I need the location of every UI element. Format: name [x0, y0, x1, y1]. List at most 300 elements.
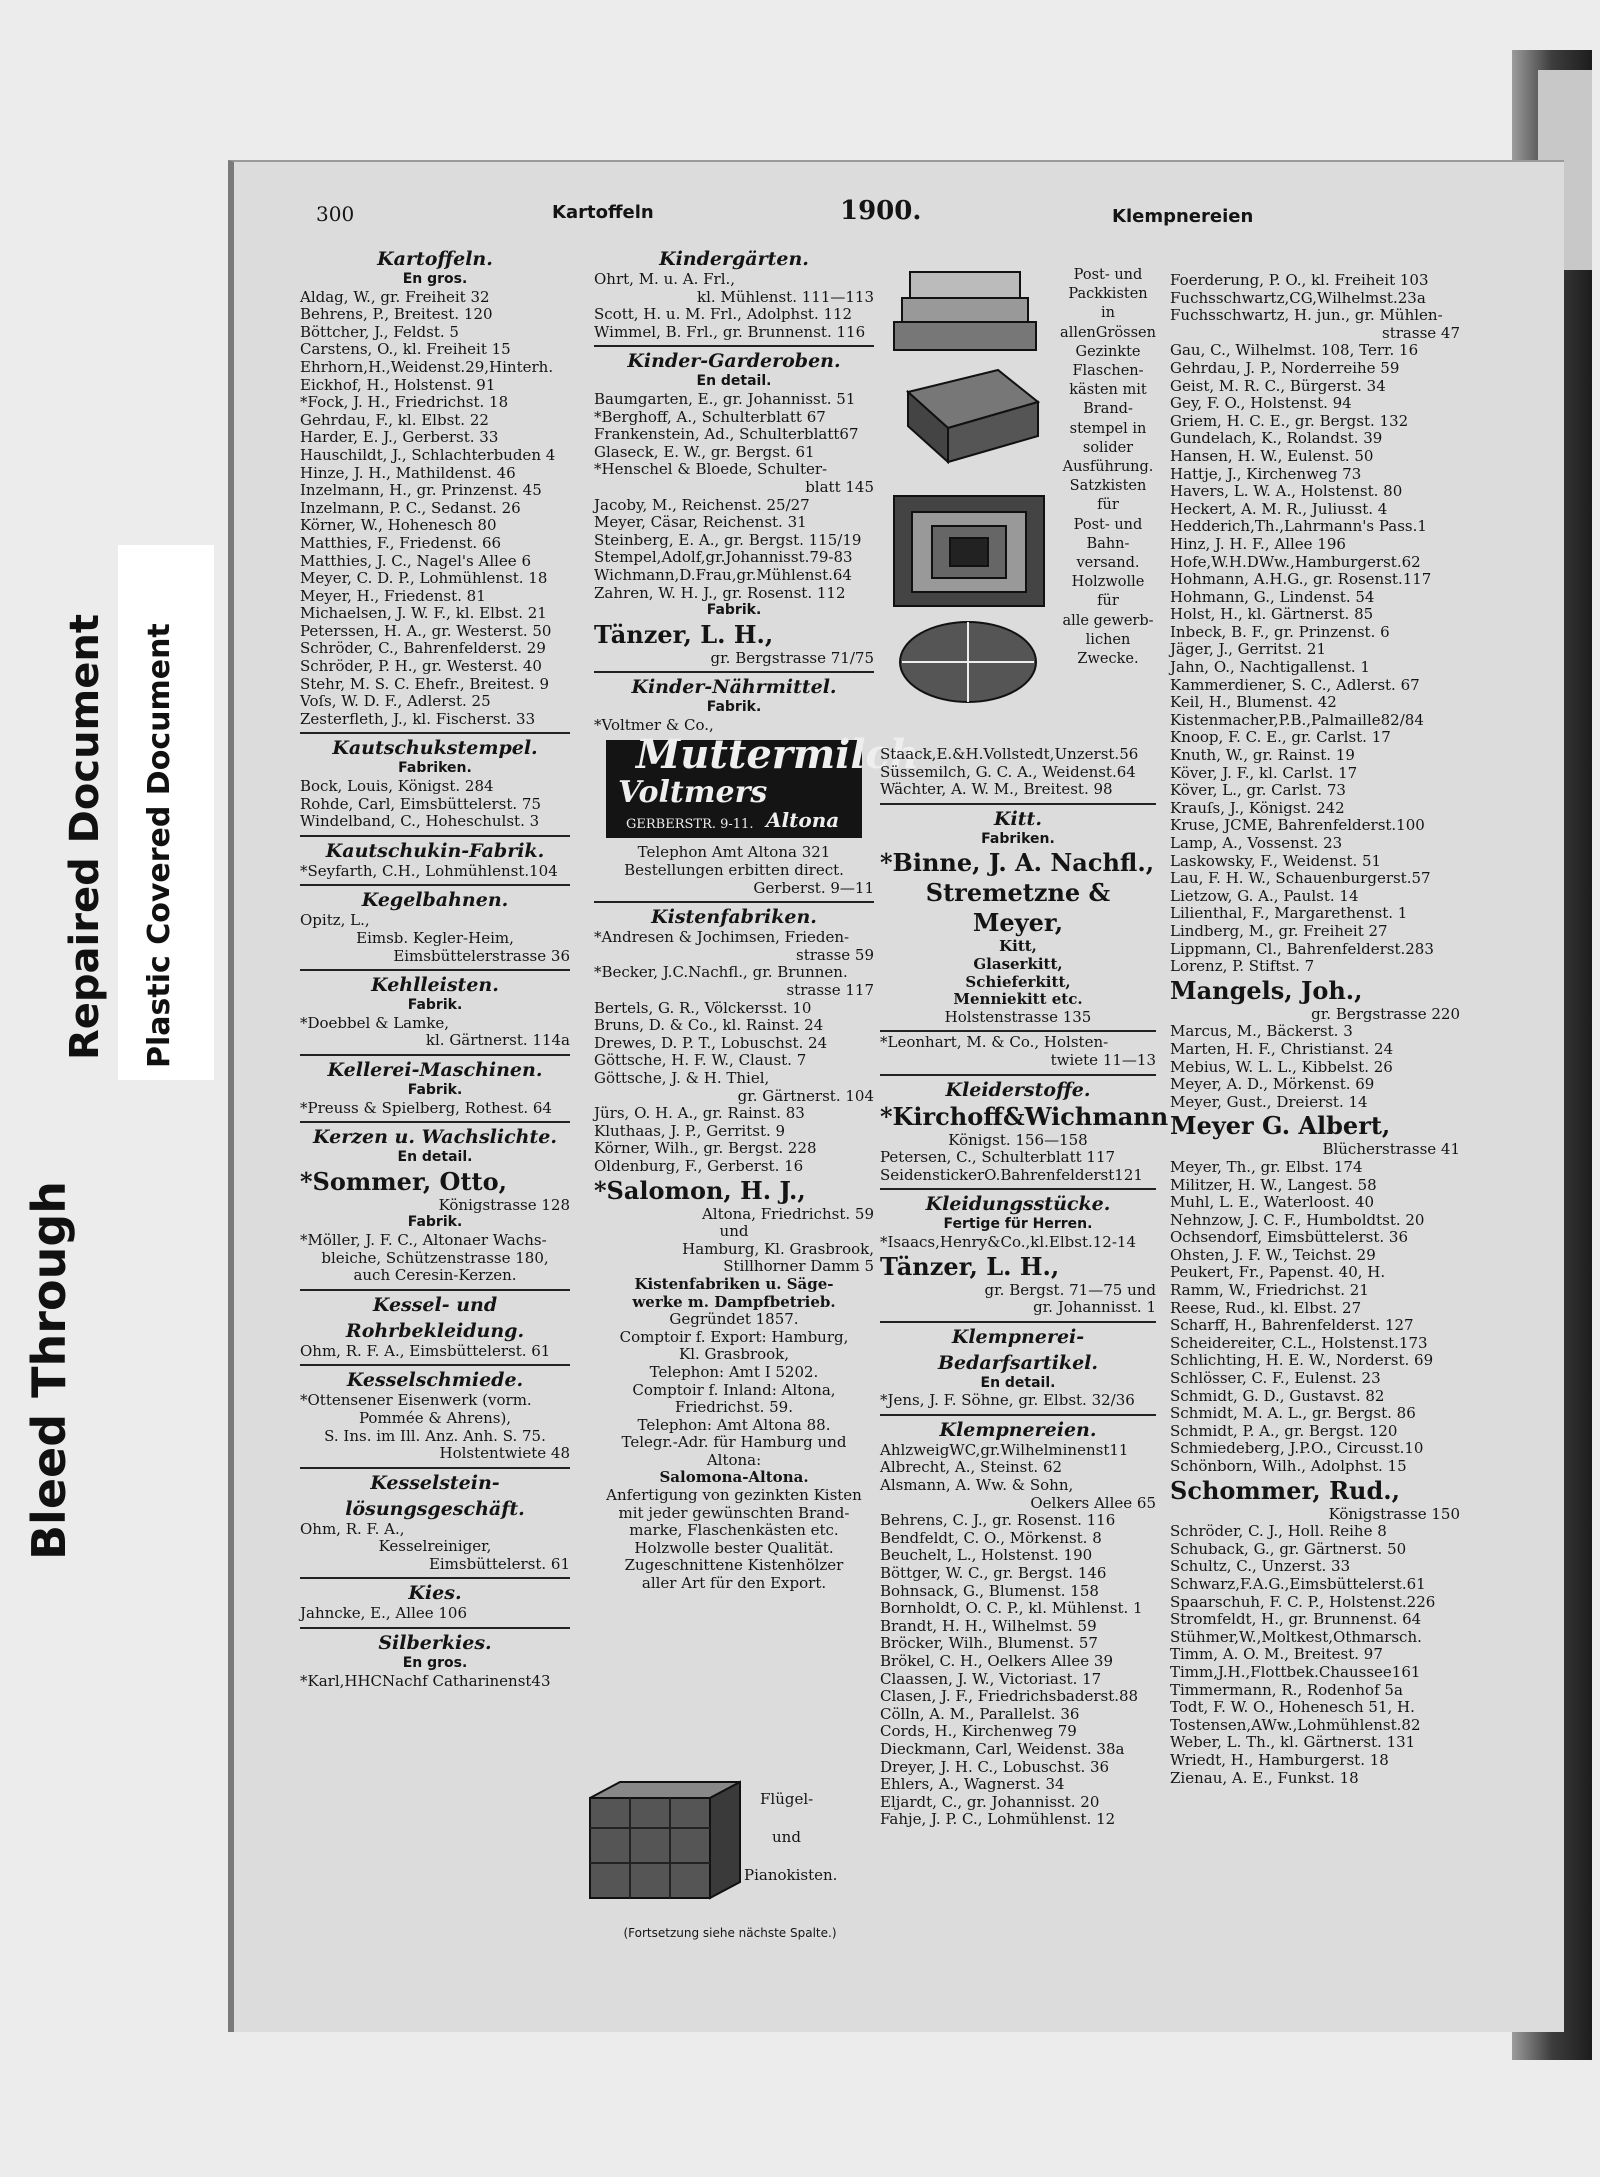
entry-line: Steinberg, E. A., gr. Bergst. 115/19 — [594, 530, 862, 549]
crate-ad-line: allenGrössen — [1060, 324, 1156, 341]
section-heading: Kessel- und — [372, 1293, 498, 1316]
crate-ad-line: Holzwolle — [1071, 574, 1145, 591]
crate-ad-line: solider — [1082, 439, 1134, 456]
crate-ad-line: in — [1101, 305, 1115, 322]
entry-line: Jahn, O., Nachtigallenst. 1 — [1170, 658, 1370, 677]
crate-ad-line: für — [1097, 593, 1119, 610]
entry-line: *Seyfarth, C.H., Lohmühlenst.104 — [300, 861, 558, 880]
entry-line: AhlzweigWC,gr.Wilhelminenst11 — [880, 1440, 1129, 1459]
entry-line: Bertels, G. R., Völckersst. 10 — [594, 998, 812, 1017]
entry-line: Kesselreiniger, — [378, 1537, 492, 1556]
ad-word-voltmers: Voltmers — [618, 775, 768, 811]
section-heading: Kartoffeln. — [377, 248, 493, 270]
entry-line: Griem, H. C. E., gr. Bergst. 132 — [1170, 411, 1409, 430]
entry-line: Stehr, M. S. C. Ehefr., Breitest. 9 — [300, 674, 549, 693]
entry-line: Gehrdau, F., kl. Elbst. 22 — [300, 410, 489, 429]
entry-line: Schultz, C., Unzerst. 33 — [1170, 1557, 1351, 1576]
entry-line: Peterssen, H. A., gr. Westerst. 50 — [300, 621, 552, 640]
entry-continuation: Blücherstrasse 41 — [1322, 1140, 1460, 1159]
ad-word-muttermilch: Muttermilch — [636, 731, 919, 779]
entry-continuation: Hamburg, Kl. Grasbrook, — [682, 1239, 874, 1258]
entry-line: Wächter, A. W. M., Breitest. 98 — [880, 780, 1113, 799]
left-keyword: Kartoffeln — [552, 202, 654, 223]
entry-line: bleiche, Schützenstrasse 180, — [321, 1248, 549, 1267]
featured-entry: Stremetzne & Meyer, — [925, 878, 1111, 938]
entry-continuation: Königstrasse 128 — [438, 1195, 570, 1214]
entry-line: Schlichting, H. E. W., Norderst. 69 — [1170, 1351, 1434, 1370]
emphasis-line: Menniekitt etc. — [953, 990, 1083, 1009]
plastic-covered-label: Plastic Covered Document — [142, 623, 177, 1068]
entry-line: Knuth, W., gr. Rainst. 19 — [1170, 746, 1355, 765]
entry-line: Kluthaas, J. P., Gerritst. 9 — [594, 1121, 786, 1140]
crate-ad-line: Ausführung. — [1062, 459, 1154, 476]
entry-line: Köver, L., gr. Carlst. 73 — [1170, 781, 1346, 800]
entry-line: Albrecht, A., Steinst. 62 — [880, 1458, 1063, 1477]
section-subheading: Fertige für Herren. — [943, 1216, 1093, 1233]
section-heading: Kitt. — [994, 807, 1042, 830]
entry-continuation: Gerberst. 9—11 — [753, 878, 874, 897]
section-subheading: Fabrik. — [407, 997, 463, 1014]
entry-line: Ohm, R. F. A., Eimsbüttelerst. 61 — [300, 1341, 551, 1360]
entry-line: Drewes, D. P. T., Lobuschst. 24 — [594, 1033, 828, 1052]
section-rule — [594, 671, 874, 673]
featured-entry: *Salomon, H. J., — [594, 1175, 806, 1205]
entry-line: Gundelach, K., Rolandst. 39 — [1170, 429, 1383, 448]
crate-ad-text — [1052, 266, 1164, 669]
entry-continuation: kl. Mühlenst. 111—113 — [697, 287, 874, 306]
section-heading: Kistenfabriken. — [651, 906, 817, 929]
entry-line: mit jeder gewünschten Brand- — [618, 1503, 850, 1522]
entry-line: Dieckmann, Carl, Weidenst. 38a — [880, 1739, 1125, 1758]
section-rule — [880, 1188, 1156, 1190]
entry-line: Comptoir f. Export: Hamburg, — [619, 1327, 849, 1346]
piano-line-2: und — [772, 1828, 801, 1846]
entry-continuation: Altona, Friedrichst. 59 — [701, 1204, 874, 1223]
entry-line: Heckert, A. M. R., Juliusst. 4 — [1170, 499, 1388, 518]
muttermilch-ad — [606, 731, 919, 838]
entry-line: Lamp, A., Vossenst. 23 — [1170, 834, 1343, 852]
crate-ad-line: Bahn- — [1086, 535, 1130, 552]
ad-address: GERBERSTR. 9-11. — [626, 817, 754, 833]
entry-line: Meyer, C. D. P., Lohmühlenst. 18 — [300, 569, 548, 588]
entry-continuation: Holstentwiete 48 — [439, 1444, 570, 1463]
entry-line: Holstenstrasse 135 — [944, 1007, 1092, 1026]
entry-line: Scott, H. u. M. Frl., Adolphst. 112 — [594, 305, 853, 324]
entry-line: Gegründet 1857. — [669, 1310, 799, 1329]
entry-line: *Voltmer & Co., — [594, 715, 714, 734]
entry-line: und — [719, 1222, 749, 1241]
section-heading: Kinder-Nährmittel. — [631, 676, 837, 699]
entry-line: Spaarschuh, F. C. P., Holstenst.226 — [1170, 1592, 1436, 1611]
entry-line: Harder, E. J., Gerberst. 33 — [300, 428, 499, 447]
section-rule — [300, 884, 570, 886]
entry-line: Dreyer, J. H. C., Lobuschst. 36 — [880, 1757, 1110, 1776]
entry-line: Beuchelt, L., Holstenst. 190 — [880, 1546, 1093, 1565]
column-2 — [594, 245, 919, 1593]
right-keyword: Klempnereien — [1112, 206, 1254, 227]
section-subheading: Fabrik. — [407, 1081, 463, 1098]
section-rule — [300, 1577, 570, 1579]
entry-line: Eickhof, H., Holstenst. 91 — [300, 375, 496, 394]
emphasis-line: werke m. Dampfbetrieb. — [632, 1292, 836, 1311]
entry-line: Eljardt, C., gr. Johannisst. 20 — [880, 1792, 1100, 1811]
crate-illustrations — [888, 262, 1058, 722]
entry-line: Schmidt, G. D., Gustavst. 82 — [1170, 1386, 1385, 1405]
featured-entry: Tänzer, L. H., — [880, 1251, 1060, 1281]
entry-line: Köver, J. F., kl. Carlst. 17 — [1170, 763, 1358, 782]
section-subheading: Fabriken. — [398, 760, 472, 777]
entry-line: Ohsten, J. F. W., Teichst. 29 — [1170, 1245, 1376, 1264]
entry-line: Zesterfleth, J., kl. Fischerst. 33 — [300, 709, 536, 728]
crate-ad-line: Flaschen- — [1072, 363, 1144, 380]
section-rule — [880, 1030, 1156, 1032]
entry-line: Körner, Wilh., gr. Bergst. 228 — [594, 1139, 817, 1158]
entry-line: Inzelmann, P. C., Sedanst. 26 — [300, 498, 521, 517]
entry-line: Ohm, R. F. A., — [300, 1519, 405, 1538]
column-4 — [1170, 272, 1460, 1787]
bleed-through-label: Bleed Through — [22, 1180, 76, 1560]
crate-ad-line: lichen — [1085, 631, 1131, 648]
entry-line: Hauschildt, J., Schlachterbuden 4 — [300, 445, 556, 464]
entry-line: Bestellungen erbitten direct. — [624, 861, 844, 880]
piano-line-1: Flügel- — [760, 1790, 814, 1808]
entry-line: Weber, L. Th., kl. Gärtnerst. 131 — [1170, 1733, 1416, 1752]
crate-ad-line: Satzkisten — [1069, 478, 1147, 495]
entry-line: Gehrdau, J. P., Norderreihe 59 — [1170, 358, 1400, 377]
entry-line: Brökel, C. H., Oelkers Allee 39 — [880, 1652, 1113, 1670]
entry-line: Kammerdiener, S. C., Adlerst. 67 — [1170, 675, 1420, 694]
entry-line: Timmermann, R., Rodenhof 5a — [1170, 1680, 1403, 1699]
entry-line: Clasen, J. F., Friedrichsbaderst.88 — [880, 1687, 1139, 1706]
entry-line: Telephon: Amt Altona 88. — [637, 1415, 831, 1434]
section-rule — [880, 803, 1156, 805]
entry-line: Behrens, C. J., gr. Rosenst. 116 — [880, 1511, 1116, 1530]
entry-line: auch Ceresin-Kerzen. — [353, 1266, 517, 1285]
section-rule — [880, 1321, 1156, 1323]
entry-continuation: strasse 117 — [786, 981, 874, 1000]
entry-line: Cords, H., Kirchenweg 79 — [880, 1722, 1077, 1741]
section-heading: Kautschukstempel. — [332, 737, 538, 760]
section-rule — [594, 345, 874, 347]
section-subheading: En gros. — [402, 271, 468, 287]
entry-line: aller Art für den Export. — [641, 1574, 827, 1593]
entry-continuation: Eimsbüttelerst. 61 — [428, 1554, 570, 1573]
entry-continuation: twiete 11—13 — [1050, 1050, 1156, 1069]
entry-continuation: blatt 145 — [805, 477, 874, 496]
entry-line: Hofe,W.H.DWw.,Hamburgerst.62 — [1170, 552, 1421, 571]
entry-line: Matthies, J. C., Nagel's Allee 6 — [300, 551, 531, 570]
entry-line: Schlösser, C. F., Eulenst. 23 — [1170, 1369, 1381, 1388]
entry-continuation: gr. Bergstrasse 220 — [1311, 1004, 1460, 1023]
entry-line: Schmidt, M. A. L., gr. Bergst. 86 — [1170, 1404, 1416, 1423]
entry-continuation: strasse 59 — [796, 945, 874, 964]
piano-case-illustration — [580, 1778, 750, 1908]
entry-continuation: Oelkers Allee 65 — [1030, 1493, 1156, 1512]
emphasis-line: Schieferkitt, — [965, 972, 1071, 991]
entry-line: Bohnsack, G., Blumenst. 158 — [880, 1581, 1099, 1600]
entry-line: *Ottensener Eisenwerk (vorm. — [300, 1391, 532, 1410]
entry-line: Alsmann, A. Ww. & Sohn, — [880, 1476, 1074, 1495]
entry-line: Keil, H., Blumenst. 42 — [1170, 693, 1337, 712]
entry-line: Telephon: Amt I 5202. — [649, 1362, 819, 1381]
entry-line: Hinze, J. H., Mathildenst. 46 — [300, 463, 516, 482]
emphasis-line: Kitt, — [999, 937, 1037, 956]
entry-line: Telephon Amt Altona 321 — [637, 843, 831, 862]
entry-line: Glaseck, E. W., gr. Bergst. 61 — [594, 442, 815, 461]
section-heading: Kleidungsstücke. — [925, 1193, 1111, 1216]
entry-line: Staack,E.&H.Vollstedt,Unzerst.56 — [880, 745, 1139, 763]
entry-continuation: Königstrasse 150 — [1328, 1504, 1460, 1523]
entry-line: Windelband, C., Hoheschulst. 3 — [300, 812, 540, 831]
entry-line: Lilienthal, F., Margarethenst. 1 — [1170, 904, 1408, 923]
entry-line: Zienau, A. E., Funkst. 18 — [1170, 1768, 1359, 1787]
continuation-note: (Fortsetzung siehe nächste Spalte.) — [623, 1926, 837, 1940]
entry-line: Hattje, J., Kirchenweg 73 — [1170, 464, 1362, 483]
entry-line: Oldenburg, F., Gerberst. 16 — [594, 1156, 804, 1175]
entry-line: *Karl,HHCNachf Catharinenst43 — [300, 1671, 551, 1690]
featured-entry: *Binne, J. A. Nachfl., — [880, 848, 1155, 878]
entry-line: Königst. 156—158 — [948, 1130, 1088, 1149]
entry-line: Wichmann,D.Frau,gr.Mühlenst.64 — [594, 565, 852, 584]
entry-line: Schröder, C., Bahrenfelderst. 29 — [300, 639, 546, 658]
entry-line: Todt, F. W. O., Hohenesch 51, H. — [1170, 1698, 1415, 1717]
section-rule — [300, 1121, 570, 1123]
section-rule — [300, 1627, 570, 1629]
section-rule — [594, 901, 874, 903]
entry-line: Behrens, P., Breitest. 120 — [300, 305, 493, 324]
entry-line: Schwarz,F.A.G.,Eimsbüttelerst.61 — [1170, 1574, 1426, 1593]
section-rule — [300, 969, 570, 971]
emphasis-line: Kistenfabriken u. Säge- — [634, 1274, 834, 1293]
section-subheading: Fabriken. — [981, 830, 1055, 847]
entry-line: *Jens, J. F. Söhne, gr. Elbst. 32/36 — [880, 1391, 1135, 1410]
entry-line: Brandt, H. H., Wilhelmst. 59 — [880, 1616, 1097, 1635]
entry-line: Timm, A. O. M., Breitest. 97 — [1170, 1645, 1383, 1664]
section-subheading: En detail. — [980, 1374, 1056, 1391]
entry-line: Friedrichst. 59. — [674, 1398, 793, 1417]
entry-continuation: gr. Bergst. 71—75 und — [984, 1280, 1156, 1299]
entry-line: Schröder, P. H., gr. Westerst. 40 — [300, 657, 542, 676]
entry-line: *Preuss & Spielberg, Rothest. 64 — [300, 1098, 552, 1117]
featured-entry: Meyer G. Albert, — [1170, 1111, 1391, 1141]
entry-line: *Henschel & Bloede, Schulter- — [594, 460, 828, 479]
section-heading: Kesselstein- — [370, 1471, 500, 1494]
column-3 — [880, 745, 1169, 1829]
entry-line: marke, Flaschenkästen etc. — [629, 1521, 839, 1540]
entry-line: Ehrhorn,H.,Weidenst.29,Hinterh. — [300, 357, 554, 376]
section-rule — [880, 1074, 1156, 1076]
entry-line: Bock, Louis, Königst. 284 — [300, 777, 494, 796]
entry-line: SeidenstickerO.Bahrenfelderst121 — [880, 1165, 1143, 1184]
featured-entry: Schommer, Rud., — [1170, 1475, 1400, 1505]
entry-line: Gau, C., Wilhelmst. 108, Terr. 16 — [1170, 341, 1419, 360]
entry-line: Bruns, D. & Co., kl. Rainst. 24 — [594, 1016, 824, 1035]
featured-entry: Mangels, Joh., — [1170, 975, 1363, 1005]
entry-line: Eimsb. Kegler-Heim, — [356, 929, 514, 947]
section-heading: Silberkies. — [378, 1632, 492, 1655]
entry-line: Bornholdt, O. C. P., kl. Mühlenst. 1 — [880, 1599, 1143, 1618]
entry-line: Zugeschnittene Kistenhölzer — [624, 1556, 844, 1575]
section-heading: Kleiderstoffe. — [945, 1078, 1091, 1101]
section-rule — [300, 835, 570, 837]
section-subheading: En gros. — [402, 1655, 468, 1672]
emphasis-line: Glaserkitt, — [973, 954, 1063, 973]
entry-line: Lau, F. H. W., Schauenburgerst.57 — [1170, 869, 1431, 888]
entry-line: Böttger, W. C., gr. Bergst. 146 — [880, 1564, 1107, 1583]
entry-line: Muhl, L. E., Waterloost. 40 — [1170, 1193, 1375, 1212]
entry-line: Meyer, Cäsar, Reichenst. 31 — [594, 513, 807, 532]
section-heading: Rohrbekleidung. — [345, 1319, 525, 1342]
entry-line: Jahncke, E., Allee 106 — [300, 1604, 468, 1623]
crate-ad-line: Zwecke. — [1077, 651, 1139, 668]
section-heading: lösungsgeschäft. — [345, 1497, 525, 1520]
entry-line: Carstens, O., kl. Freiheit 15 — [300, 340, 511, 359]
entry-line: Lietzow, G. A., Paulst. 14 — [1170, 886, 1359, 905]
crate-ad-line: alle gewerb- — [1062, 612, 1154, 629]
entry-line: Aldag, W., gr. Freiheit 32 — [300, 287, 490, 306]
crate-ad-line: Brand- — [1083, 401, 1133, 418]
entry-line: Süssemilch, G. C. A., Weidenst.64 — [880, 762, 1136, 781]
section-heading: Klempnereien. — [939, 1418, 1097, 1441]
entry-line: Marcus, M., Bäckerst. 3 — [1170, 1022, 1353, 1041]
entry-line: Michaelsen, J. W. F., kl. Elbst. 21 — [300, 604, 547, 623]
entry-line: Reese, Rud., kl. Elbst. 27 — [1170, 1298, 1362, 1317]
entry-line: Rohde, Carl, Eimsbüttelerst. 75 — [300, 794, 541, 813]
entry-line: Wimmel, B. Frl., gr. Brunnenst. 116 — [594, 322, 866, 341]
section-rule — [880, 1414, 1156, 1416]
entry-line: *Becker, J.C.Nachfl., gr. Brunnen. — [594, 963, 848, 982]
crate-ad-line: Post- und — [1073, 516, 1143, 533]
entry-line: Inzelmann, H., gr. Prinzenst. 45 — [300, 481, 542, 500]
page-number: 300 — [316, 202, 355, 226]
entry-line: Inbeck, B. F., gr. Prinzenst. 6 — [1170, 622, 1390, 641]
piano-case-ad — [580, 1778, 880, 1908]
entry-continuation: Stillhorner Damm 5 — [723, 1257, 874, 1276]
entry-line: Meyer, H., Friedenst. 81 — [300, 586, 486, 605]
entry-line: Böttcher, J., Feldst. 5 — [300, 322, 459, 341]
entry-line: Frankenstein, Ad., Schulterblatt67 — [594, 425, 859, 444]
entry-line: Altona: — [706, 1450, 762, 1469]
entry-continuation: kl. Gärtnerst. 114a — [425, 1031, 570, 1050]
entry-line: Telegr.-Adr. für Hamburg und — [621, 1433, 847, 1452]
entry-continuation: Eimsbüttelerstrasse 36 — [393, 946, 570, 965]
section-heading: Kinder-Garderoben. — [627, 350, 841, 373]
entry-line: Kistenmacher,P.B.,Palmaille82/84 — [1170, 710, 1424, 729]
entry-line: Comptoir f. Inland: Altona, — [632, 1380, 836, 1399]
entry-line: Cölln, A. M., Parallelst. 36 — [880, 1704, 1080, 1723]
section-rule — [300, 1467, 570, 1469]
entry-line: Göttsche, H. F. W., Claust. 7 — [594, 1051, 807, 1070]
entry-line: Schröder, C. J., Holl. Reihe 8 — [1170, 1522, 1387, 1541]
entry-line: *Berghoff, A., Schulterblatt 67 — [594, 407, 826, 426]
entry-line: Meyer, Th., gr. Elbst. 174 — [1170, 1157, 1363, 1176]
section-rule — [300, 1054, 570, 1056]
section-heading: Kindergärten. — [659, 248, 809, 270]
entry-line: Ochsendorf, Eimsbüttelerst. 36 — [1170, 1228, 1409, 1247]
entry-line: Schmiedeberg, J.P.O., Circusst.10 — [1170, 1439, 1424, 1458]
entry-line: S. Ins. im Ill. Anz. Anh. S. 75. — [324, 1426, 546, 1445]
entry-line: Laskowsky, F., Weidenst. 51 — [1170, 851, 1382, 870]
entry-line: Tostensen,AWw.,Lohmühlenst.82 — [1170, 1715, 1421, 1734]
entry-line: Hedderich,Th.,Lahrmann's Pass.1 — [1170, 517, 1427, 536]
entry-line: Lindberg, M., gr. Freiheit 27 — [1170, 921, 1388, 940]
featured-entry: Tänzer, L. H., — [594, 619, 774, 649]
year: 1900. — [840, 196, 922, 226]
section-subheading: En detail. — [397, 1149, 473, 1166]
entry-line: Ohrt, M. u. A. Frl., — [594, 270, 736, 288]
entry-line: Pommée & Ahrens), — [358, 1408, 512, 1427]
entry-line: *Doebbel & Lamke, — [300, 1013, 450, 1032]
crate-ad-line: Gezinkte — [1075, 343, 1141, 360]
section-rule — [300, 732, 570, 734]
entry-line: Scharff, H., Bahrenfelderst. 127 — [1170, 1316, 1414, 1335]
entry-line: Schönborn, Wilh., Adolphst. 15 — [1170, 1457, 1407, 1475]
entry-line: Opitz, L., — [300, 911, 370, 930]
entry-line: Geist, M. R. C., Bürgerst. 34 — [1170, 376, 1386, 395]
entry-line: Claassen, J. W., Victoriast. 17 — [880, 1669, 1102, 1688]
crate-drawings — [888, 262, 1058, 722]
entry-line: Fuchsschwartz,CG,Wilhelmst.23a — [1170, 288, 1426, 307]
entry-line: Stühmer,W.,Moltkest,Othmarsch. — [1170, 1627, 1422, 1646]
entry-line: Anfertigung von gezinkten Kisten — [606, 1486, 862, 1505]
entry-line: Marten, H. F., Christianst. 24 — [1170, 1039, 1394, 1058]
entry-line: Bendfeldt, C. O., Mörkenst. 8 — [880, 1528, 1102, 1547]
entry-line: Voſs, W. D. F., Adlerst. 25 — [300, 692, 491, 711]
crate-ad-line: für — [1097, 497, 1119, 514]
entry-line: Kl. Grasbrook, — [678, 1345, 790, 1364]
entry-line: Ramm, W., Friedrichst. 21 — [1170, 1281, 1369, 1300]
entry-line: Bröcker, Wilh., Blumenst. 57 — [880, 1634, 1098, 1653]
section-rule — [300, 1364, 570, 1366]
emphasis-line: Salomona-Altona. — [659, 1468, 809, 1487]
entry-line: Knoop, F. C. E., gr. Carlst. 17 — [1170, 728, 1391, 747]
entry-line: Matthies, F., Friedenst. 66 — [300, 533, 502, 552]
entry-line: Jürs, O. H. A., gr. Rainst. 83 — [594, 1104, 805, 1123]
section-heading: Kies. — [408, 1582, 462, 1605]
entry-line: Hohmann, A.H.G., gr. Rosenst.117 — [1170, 570, 1432, 589]
entry-line: *Fock, J. H., Friedrichst. 18 — [300, 393, 509, 412]
section-heading: Kautschukin-Fabrik. — [325, 839, 545, 862]
section-heading: Bedarfsartikel. — [937, 1351, 1099, 1374]
entry-line: Foerderung, P. O., kl. Freiheit 103 — [1170, 271, 1429, 289]
entry-line: Nehnzow, J. C. F., Humboldtst. 20 — [1170, 1210, 1425, 1229]
section-subheading: Fabrik. — [407, 1214, 463, 1231]
entry-line: Fahje, J. P. C., Lohmühlenst. 12 — [880, 1810, 1116, 1829]
entry-line: Lorenz, P. Stiftst. 7 — [1170, 957, 1315, 976]
section-heading: Kesselschmiede. — [346, 1369, 524, 1392]
entry-line: Havers, L. W. A., Holstenst. 80 — [1170, 482, 1403, 501]
entry-line: Fuchsschwartz, H. jun., gr. Mühlen- — [1170, 306, 1443, 325]
entry-line: Scheidereiter, C.L., Holstenst.173 — [1170, 1333, 1428, 1352]
crate-ad-line: kästen mit — [1069, 382, 1147, 399]
entry-line: Jacoby, M., Reichenst. 25/27 — [594, 495, 810, 514]
entry-line: Zahren, W. H. J., gr. Rosenst. 112 — [594, 583, 846, 602]
section-subheading: En detail. — [696, 373, 772, 390]
entry-line: Stempel,Adolf,gr.Johannisst.79-83 — [594, 548, 853, 567]
section-heading: Kegelbahnen. — [361, 889, 509, 912]
entry-line: Militzer, H. W., Langest. 58 — [1170, 1175, 1377, 1194]
section-heading: Kellerei-Maschinen. — [327, 1058, 543, 1081]
entry-line: Göttsche, J. & H. Thiel, — [594, 1069, 770, 1087]
entry-line: Holst, H., kl. Gärtnerst. 85 — [1170, 605, 1374, 624]
section-heading: Klempnerei- — [951, 1325, 1085, 1348]
entry-line: Meyer, Gust., Dreierst. 14 — [1170, 1092, 1368, 1111]
featured-entry: *Sommer, Otto, — [300, 1166, 507, 1196]
piano-line-3: Pianokisten. — [744, 1866, 838, 1884]
entry-line: Schuback, G., gr. Gärtnerst. 50 — [1170, 1539, 1407, 1558]
entry-line: Peukert, Fr., Papenst. 40, H. — [1170, 1263, 1386, 1282]
entry-continuation: strasse 47 — [1382, 323, 1460, 342]
